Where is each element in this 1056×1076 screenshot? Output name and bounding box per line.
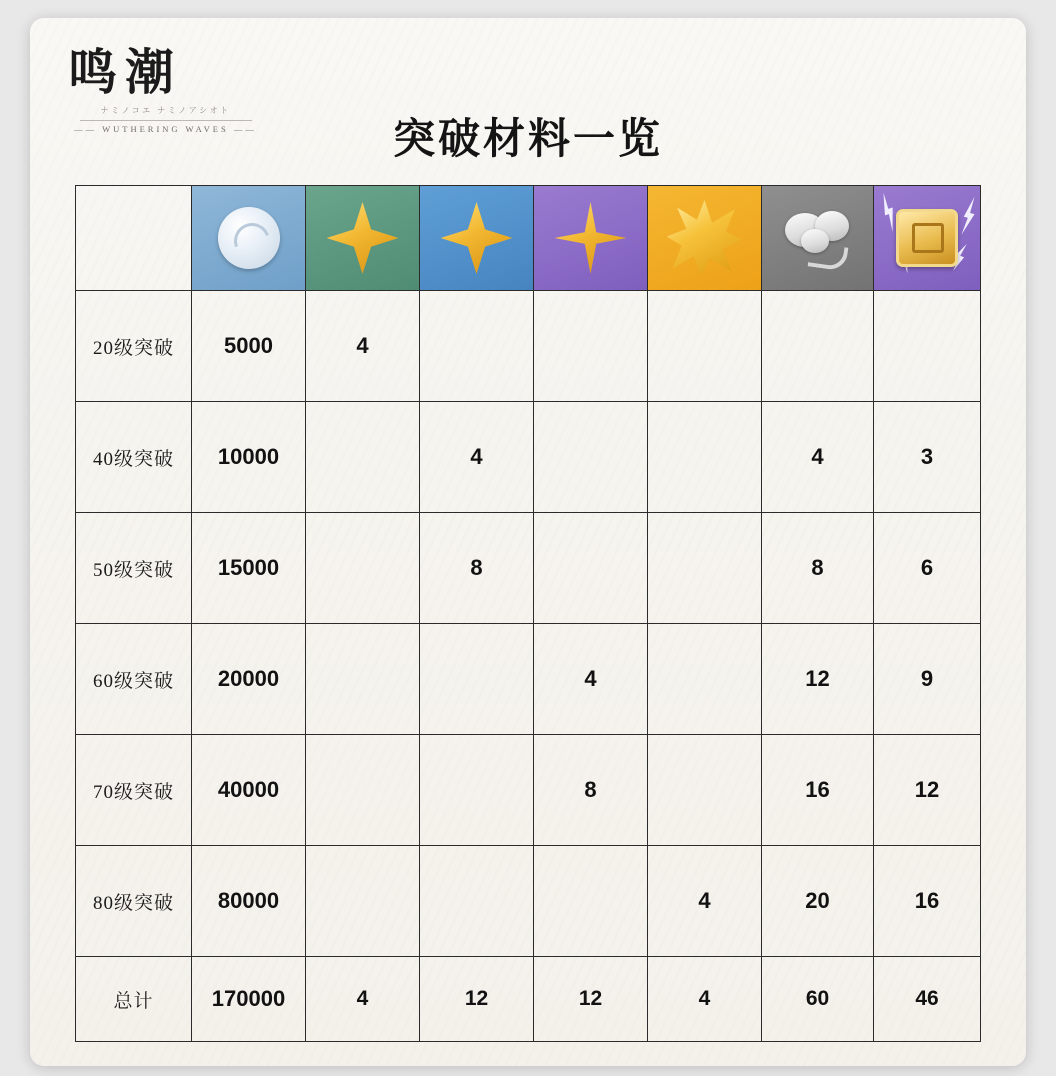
column-header-shard-purple xyxy=(534,186,648,291)
cell-card: 3 xyxy=(874,402,981,513)
table-row xyxy=(76,291,981,402)
cell-shard-blue xyxy=(420,291,534,402)
table-row xyxy=(76,513,981,624)
cell-shard-purple xyxy=(534,513,648,624)
cell-card: 9 xyxy=(874,624,981,735)
cell-shard-green xyxy=(306,402,420,513)
row-label: 70级突破 xyxy=(76,735,192,846)
cell-shard-blue xyxy=(420,735,534,846)
cell-shard-green xyxy=(306,735,420,846)
table-header-row xyxy=(76,186,981,291)
ascension-material-table xyxy=(75,185,981,1042)
cell-shard-green: 4 xyxy=(306,291,420,402)
cell-shard-purple xyxy=(534,846,648,957)
lightning-bolt-icon xyxy=(957,195,980,237)
column-header-shard-blue xyxy=(420,186,534,291)
logo-subtitle-jp: ナミノコエ ナミノアシオト xyxy=(100,106,231,115)
row-label: 80级突破 xyxy=(76,846,192,957)
cell-credit: 5000 xyxy=(192,291,306,402)
cell-card: 12 xyxy=(874,735,981,846)
table-row xyxy=(76,735,981,846)
cell-credit: 80000 xyxy=(192,846,306,957)
cell-credit: 20000 xyxy=(192,624,306,735)
cell-puff: 8 xyxy=(762,513,874,624)
table-total-row xyxy=(76,957,981,1042)
cell-shard-gold xyxy=(648,735,762,846)
cell-shard-gold xyxy=(648,624,762,735)
page-title: 突破材料一览 xyxy=(392,117,663,163)
total-puff: 60 xyxy=(762,957,874,1042)
column-header-puff xyxy=(762,186,874,291)
green-star-shard-icon xyxy=(327,202,399,274)
cell-shard-gold xyxy=(648,291,762,402)
total-credit: 170000 xyxy=(192,957,306,1042)
logo-title-cn: 鸣潮 xyxy=(68,45,183,100)
cell-puff: 20 xyxy=(762,846,874,957)
total-shard-purple: 12 xyxy=(534,957,648,1042)
total-shard-gold: 4 xyxy=(648,957,762,1042)
table-corner-cell xyxy=(76,186,192,291)
cell-shard-gold xyxy=(648,402,762,513)
cell-shard-blue xyxy=(420,624,534,735)
cell-shard-purple xyxy=(534,291,648,402)
cell-puff: 4 xyxy=(762,402,874,513)
cell-puff: 16 xyxy=(762,735,874,846)
total-card: 46 xyxy=(874,957,981,1042)
gold-star-shard-icon xyxy=(667,200,743,276)
cell-shard-purple: 8 xyxy=(534,735,648,846)
cell-card: 16 xyxy=(874,846,981,957)
table-row xyxy=(76,846,981,957)
table-row xyxy=(76,402,981,513)
cell-shard-green xyxy=(306,624,420,735)
column-header-card xyxy=(874,186,981,291)
shell-currency-icon xyxy=(218,207,280,269)
cell-shard-gold xyxy=(648,513,762,624)
smoke-puff-material-icon xyxy=(781,211,855,265)
cell-shard-blue: 8 xyxy=(420,513,534,624)
table-row xyxy=(76,624,981,735)
cell-shard-green xyxy=(306,846,420,957)
cell-card xyxy=(874,291,981,402)
poster-card xyxy=(30,18,1026,1066)
cell-credit: 15000 xyxy=(192,513,306,624)
blue-star-shard-icon xyxy=(441,202,513,274)
cell-card: 6 xyxy=(874,513,981,624)
total-shard-green: 4 xyxy=(306,957,420,1042)
column-header-credit xyxy=(192,186,306,291)
cell-puff xyxy=(762,291,874,402)
cell-shard-purple: 4 xyxy=(534,624,648,735)
purple-star-shard-icon xyxy=(555,202,627,274)
cell-shard-purple xyxy=(534,402,648,513)
cell-shard-blue: 4 xyxy=(420,402,534,513)
row-label: 20级突破 xyxy=(76,291,192,402)
logo-subtitle-en: —— WUTHERING WAVES —— xyxy=(74,124,257,134)
row-label: 40级突破 xyxy=(76,402,192,513)
column-header-shard-gold xyxy=(648,186,762,291)
row-label: 50级突破 xyxy=(76,513,192,624)
lightning-card-icon xyxy=(896,209,958,267)
total-label: 总计 xyxy=(76,957,192,1042)
cell-credit: 10000 xyxy=(192,402,306,513)
cell-shard-gold: 4 xyxy=(648,846,762,957)
cell-credit: 40000 xyxy=(192,735,306,846)
cell-shard-blue xyxy=(420,846,534,957)
row-label: 60级突破 xyxy=(76,624,192,735)
column-header-shard-green xyxy=(306,186,420,291)
total-shard-blue: 12 xyxy=(420,957,534,1042)
cell-puff: 12 xyxy=(762,624,874,735)
cell-shard-green xyxy=(306,513,420,624)
